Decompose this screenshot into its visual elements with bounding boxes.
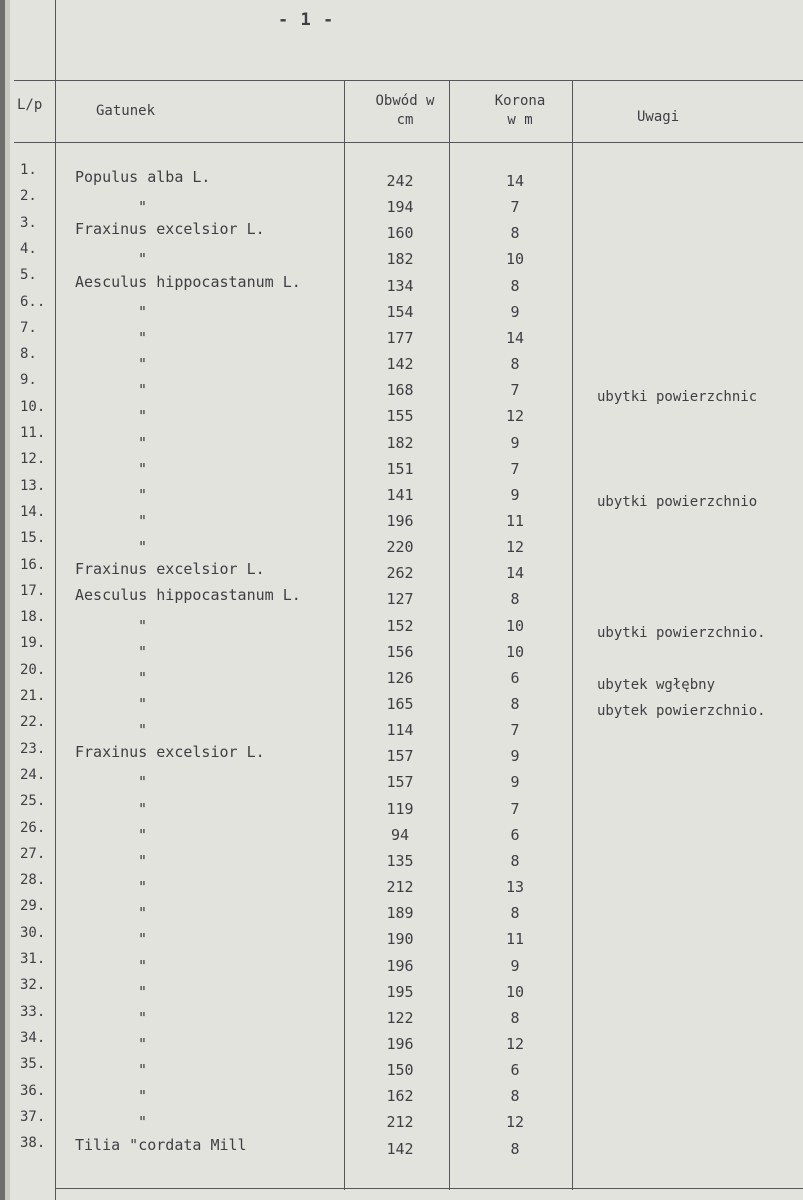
species-cell: "	[138, 433, 148, 452]
obwod-cell: 177	[386, 328, 414, 347]
row-number: 14.	[20, 503, 46, 520]
table-row	[0, 188, 803, 220]
obwod-cell: 141	[386, 485, 414, 504]
species-cell: Populus alba L.	[75, 168, 211, 186]
species-cell: "	[138, 302, 148, 321]
row-number: 13.	[20, 477, 46, 494]
header-korona-label: Korona	[494, 93, 546, 109]
species-cell: "	[138, 511, 148, 530]
table-row	[0, 556, 803, 586]
korona-cell: 8	[510, 695, 520, 713]
row-number: 36.	[20, 1082, 46, 1099]
row-number: 38.	[20, 1135, 46, 1152]
row-number: 22.	[20, 714, 46, 731]
species-cell: "	[138, 407, 148, 426]
table-row	[0, 926, 803, 952]
species-cell: "	[138, 198, 148, 217]
row-number: 10.	[20, 398, 46, 415]
obwod-cell: 127	[386, 590, 414, 609]
obwod-cell: 165	[386, 695, 414, 713]
species-cell: Aesculus hippocastanum L.	[75, 586, 301, 605]
row-number: 5.	[20, 267, 37, 284]
row-number: 8.	[20, 346, 37, 363]
obwod-cell: 162	[386, 1087, 414, 1106]
obwod-cell: 150	[386, 1061, 414, 1080]
species-cell: Fraxinus excelsior L.	[75, 220, 265, 239]
obwod-cell: 194	[386, 198, 414, 217]
species-cell: "	[138, 616, 148, 635]
korona-cell: 9	[510, 433, 520, 452]
header-korona-unit: w m	[507, 112, 533, 128]
species-cell: Aesculus hippocastanum L.	[75, 272, 301, 291]
obwod-cell: 212	[386, 1113, 414, 1132]
row-number: 15.	[20, 530, 46, 547]
species-cell: "	[138, 799, 148, 818]
table-row	[0, 162, 803, 194]
obwod-cell: 168	[386, 381, 414, 400]
korona-cell: 6	[510, 668, 520, 687]
obwod-cell: 220	[386, 538, 414, 557]
obwod-cell: 156	[386, 642, 414, 661]
row-number: 17.	[20, 582, 46, 599]
row-number: 3.	[20, 214, 37, 231]
species-cell: "	[138, 851, 148, 870]
row-number: 27.	[20, 845, 46, 862]
species-cell: "	[138, 1087, 148, 1106]
obwod-cell: 154	[386, 302, 414, 321]
row-number: 19.	[20, 635, 46, 652]
species-cell: "	[138, 982, 148, 1001]
uwagi-cell: ubytek powierzchnio.	[597, 703, 766, 719]
korona-cell: 9	[510, 747, 520, 766]
korona-cell: 14	[505, 564, 525, 583]
row-number: 6..	[20, 293, 46, 310]
species-cell: Fraxinus excelsior L.	[75, 743, 265, 762]
table-row	[0, 714, 803, 743]
obwod-cell: 142	[386, 355, 414, 374]
table-row	[0, 1136, 803, 1162]
obwod-cell: 157	[386, 773, 414, 792]
uwagi-cell: ubytki powierzchnic	[597, 389, 758, 406]
korona-cell: 7	[510, 198, 520, 217]
table-row	[0, 1083, 803, 1109]
table-row	[0, 979, 803, 1005]
table-row	[0, 398, 803, 429]
korona-cell: 7	[510, 381, 520, 400]
korona-cell: 6	[510, 825, 520, 844]
species-cell: "	[138, 773, 148, 792]
table-row	[0, 845, 803, 874]
row-number: 21.	[20, 688, 46, 704]
species-cell: "	[138, 825, 148, 844]
species-cell: "	[138, 668, 148, 687]
row-number: 2.	[20, 188, 37, 205]
obwod-cell: 94	[390, 825, 410, 844]
species-cell: "	[138, 328, 148, 347]
species-cell: Fraxinus excelsior L.	[75, 560, 265, 579]
row-number: 25.	[20, 793, 46, 810]
obwod-cell: 196	[386, 1034, 414, 1053]
table-row	[0, 240, 803, 272]
obwod-cell: 242	[386, 172, 414, 190]
table-row	[0, 1057, 803, 1083]
table-row	[0, 609, 803, 641]
obwod-cell: 122	[386, 1008, 414, 1027]
species-cell: "	[138, 878, 148, 897]
species-cell: "	[138, 538, 148, 557]
table-bottom-rule	[55, 1188, 803, 1189]
korona-cell: 9	[510, 302, 520, 321]
korona-cell: 8	[510, 355, 520, 374]
obwod-cell: 182	[386, 250, 414, 269]
species-cell: "	[138, 695, 148, 713]
table-row	[0, 661, 803, 693]
row-number: 29.	[20, 898, 46, 915]
species-cell: "	[138, 904, 148, 923]
korona-cell: 8	[510, 1087, 520, 1106]
row-number: 12.	[20, 451, 46, 468]
table-row	[0, 766, 803, 795]
korona-cell: 8	[510, 904, 520, 923]
korona-cell: 10	[505, 616, 525, 635]
table-row	[0, 900, 803, 926]
korona-cell: 13	[505, 878, 525, 897]
korona-cell: 9	[510, 773, 520, 792]
obwod-cell: 151	[386, 459, 414, 478]
obwod-cell: 142	[386, 1139, 414, 1158]
row-number: 11.	[20, 425, 46, 441]
korona-cell: 14	[505, 172, 525, 190]
table-row	[0, 319, 803, 351]
row-number: 16.	[20, 556, 46, 573]
species-cell: "	[138, 956, 148, 975]
korona-cell: 9	[510, 485, 520, 504]
obwod-cell: 196	[386, 511, 414, 530]
table-row	[0, 819, 803, 848]
table-row	[0, 530, 803, 560]
obwod-cell: 262	[386, 564, 414, 583]
uwagi-cell: ubytki powierzchnio	[597, 493, 758, 510]
korona-cell: 10	[505, 250, 525, 269]
header-bottom-rule	[14, 142, 803, 143]
table-row	[0, 1005, 803, 1031]
species-cell: "	[138, 1008, 148, 1027]
korona-cell: 11	[505, 930, 525, 949]
obwod-cell: 190	[386, 930, 414, 949]
korona-cell: 7	[510, 799, 520, 818]
obwod-cell: 196	[386, 956, 414, 975]
row-number: 32.	[20, 977, 46, 994]
korona-cell: 12	[505, 538, 525, 557]
row-number: 31.	[20, 951, 46, 967]
header-obwod-unit: cm	[396, 112, 414, 128]
korona-cell: 8	[510, 851, 520, 870]
korona-cell: 8	[510, 276, 520, 295]
row-number: 9.	[20, 372, 37, 389]
table-row	[0, 953, 803, 979]
row-number: 4.	[20, 240, 37, 257]
row-number: 35.	[20, 1056, 46, 1073]
row-number: 37.	[20, 1108, 46, 1125]
species-cell: "	[138, 485, 148, 504]
row-number: 30.	[20, 924, 46, 941]
row-number: 26.	[20, 819, 46, 836]
species-cell: "	[138, 1061, 148, 1080]
species-cell: Tilia "cordata Mill	[75, 1135, 247, 1154]
species-cell: "	[138, 459, 148, 478]
korona-cell: 10	[505, 982, 525, 1001]
species-cell: "	[138, 250, 148, 269]
obwod-cell: 114	[386, 721, 414, 740]
header-lp: L/p	[17, 97, 43, 113]
table-row	[0, 372, 803, 406]
row-number: 7.	[20, 319, 37, 336]
header-top-rule	[14, 80, 803, 81]
obwod-cell: 195	[386, 982, 414, 1001]
species-cell: "	[138, 642, 148, 661]
table-row	[0, 503, 803, 534]
obwod-cell: 152	[386, 616, 414, 635]
row-number: 18.	[20, 609, 46, 626]
table-row	[0, 425, 803, 456]
obwod-cell: 182	[386, 433, 414, 452]
table-row	[0, 688, 803, 719]
table-row	[0, 346, 803, 377]
row-number: 20.	[20, 661, 46, 678]
obwod-cell: 119	[386, 799, 414, 818]
table-row	[0, 451, 803, 482]
species-cell: "	[138, 355, 148, 374]
korona-cell: 8	[510, 1139, 520, 1158]
obwod-cell: 212	[386, 878, 414, 897]
species-cell: "	[138, 930, 148, 949]
obwod-cell: 155	[386, 407, 414, 426]
korona-cell: 9	[510, 956, 520, 975]
table-row	[0, 1031, 803, 1057]
row-number: 28.	[20, 872, 46, 889]
species-cell: "	[138, 1113, 148, 1132]
header-obwod-label: Obwód w	[375, 93, 435, 109]
korona-cell: 12	[505, 407, 525, 426]
table-row	[0, 477, 803, 510]
table-row	[0, 874, 803, 900]
header-korona	[475, 92, 565, 130]
obwod-cell: 160	[386, 224, 414, 243]
table-row	[0, 793, 803, 822]
page-number: - 1 -	[278, 10, 335, 30]
header-gatunek: Gatunek	[96, 103, 156, 119]
row-number: 24.	[20, 766, 46, 783]
obwod-cell: 126	[386, 668, 414, 687]
korona-cell: 8	[510, 590, 520, 609]
table-row	[0, 214, 803, 246]
species-cell: "	[138, 1034, 148, 1053]
obwod-cell: 135	[386, 851, 414, 870]
korona-cell: 7	[510, 459, 520, 478]
obwod-cell: 189	[386, 904, 414, 923]
korona-cell: 10	[505, 642, 525, 661]
korona-cell: 12	[505, 1034, 525, 1053]
row-number: 1.	[20, 162, 37, 178]
korona-cell: 12	[505, 1113, 525, 1132]
row-number: 33.	[20, 1003, 46, 1020]
uwagi-cell: ubytki powierzchnio.	[597, 624, 766, 641]
table-row	[0, 582, 803, 612]
row-number: 23.	[20, 740, 46, 757]
uwagi-cell: ubytek wgłębny	[597, 676, 716, 693]
table-row	[0, 267, 803, 299]
row-number: 34.	[20, 1029, 46, 1046]
header-uwagi: Uwagi	[637, 109, 680, 125]
species-cell: "	[138, 381, 148, 400]
table-row	[0, 635, 803, 665]
korona-cell: 6	[510, 1061, 520, 1080]
species-cell: "	[138, 721, 148, 740]
obwod-cell: 157	[386, 747, 414, 766]
korona-cell: 7	[510, 721, 520, 740]
table-row	[0, 740, 803, 769]
table-row	[0, 293, 803, 325]
korona-cell: 14	[505, 328, 525, 347]
header-obwod	[360, 92, 450, 130]
table-row	[0, 1109, 803, 1135]
korona-cell: 8	[510, 224, 520, 243]
obwod-cell: 134	[386, 276, 414, 295]
korona-cell: 11	[505, 511, 525, 530]
korona-cell: 8	[510, 1008, 520, 1027]
